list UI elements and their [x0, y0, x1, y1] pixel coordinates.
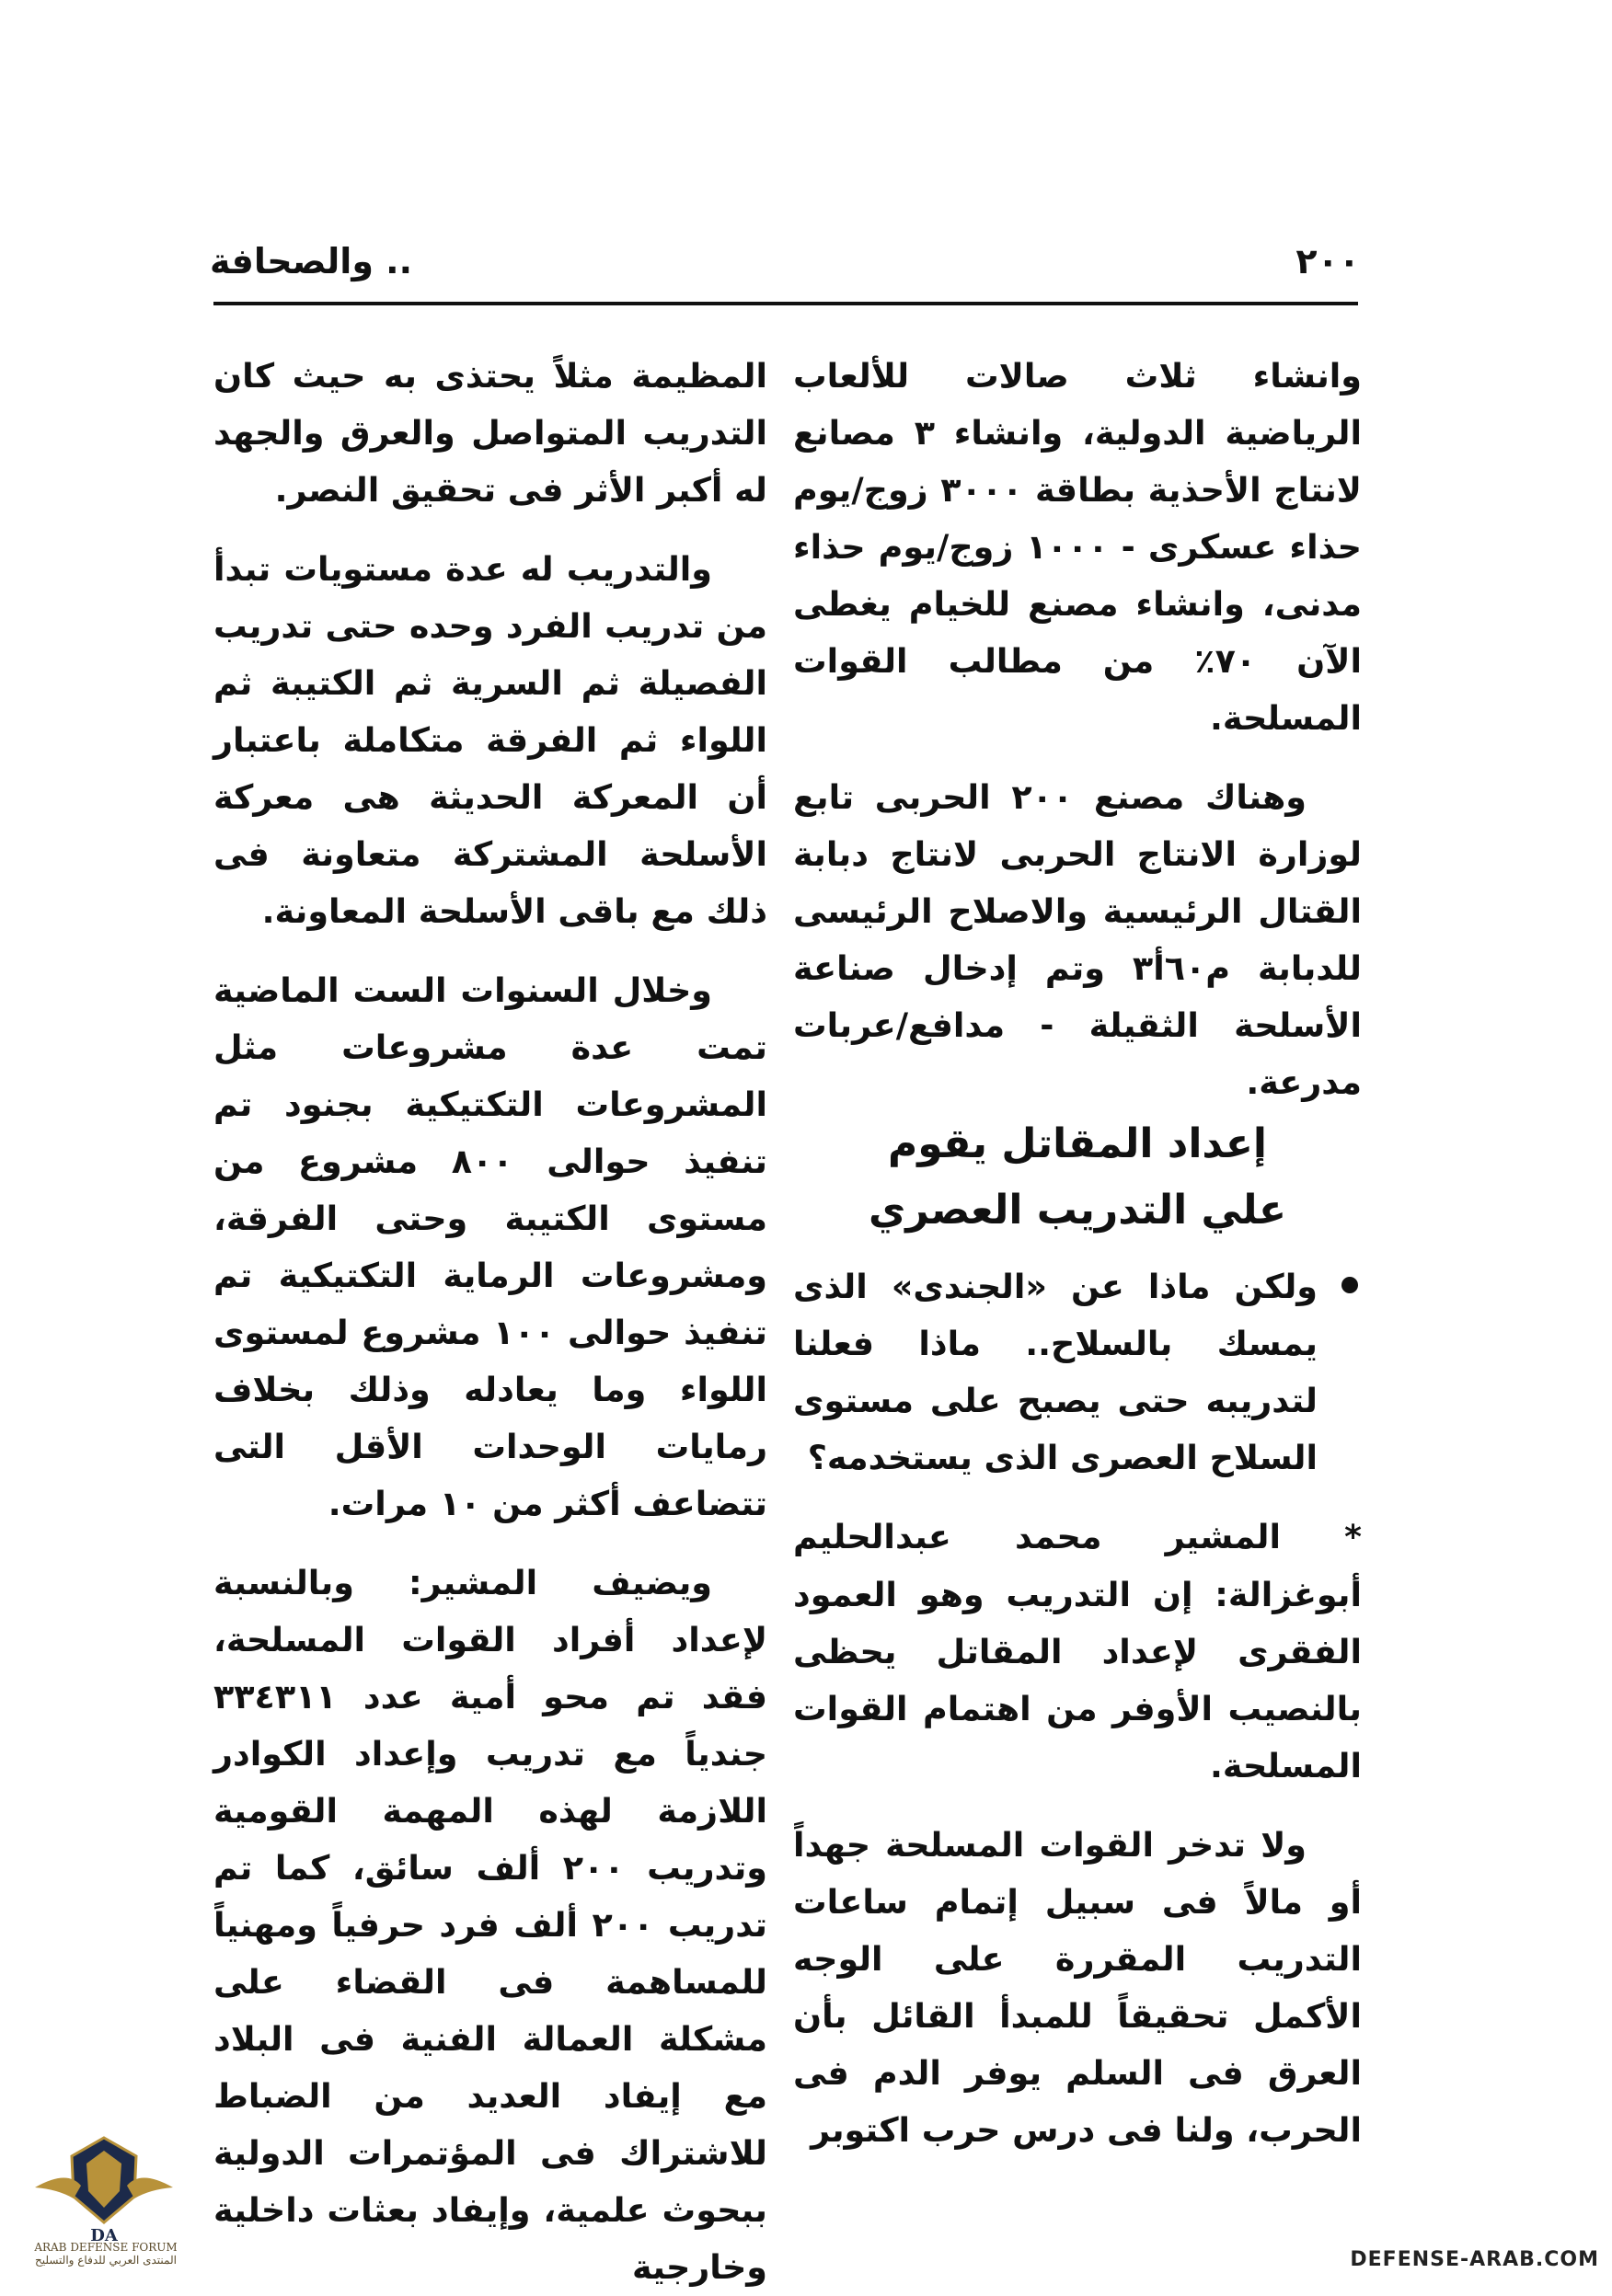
interview-question — [793, 1258, 1362, 1487]
site-watermark: DEFENSE-ARAB.COM — [1350, 2248, 1599, 2271]
svg-text:DA: DA — [90, 2226, 118, 2245]
page-number: ٢٠٠ — [1295, 241, 1360, 281]
running-title: .. والصحافة — [210, 241, 413, 281]
asterisk-icon: * — [1344, 1519, 1362, 1556]
left-paragraph-4: ويضيف المشير: وبالنسبة لإعداد أفراد القوات المسلحة، فقد تم محو أمية عدد ٣٣٤٣١١ جندياً مع تدريب وإعداد الكوادر اللازمة لهذه المهمة القومية وتدريب ٢٠٠ ألف سائق، كما تم تدريب ٢٠٠ ألف فرد حرفياً ومهنياً للمساهمة فى القضاء على مشكلة العمالة الفنية فى البلاد مع إيفاد العديد من الضباط للاشتراك فى المؤتمرات الدولية ببحوث علمية، وإيفاد بعثات داخلية وخارجية — [213, 1563, 767, 2287]
header-rule — [213, 302, 1358, 305]
page-header — [210, 241, 1360, 298]
left-paragraph-3: وخلال السنوات الست الماضية تمت عدة مشروعات مثل المشروعات التكتيكية بجنود تم تنفيذ حوالى ٨٠٠ مشروع من مستوى الكتيبة وحتى الفرقة، ومشروعات الرماية التكتيكية تم تنفيذ حوالى ١٠٠ مشروع لمستوى اللواء وما يعادله وذلك بخلاف رمايات الوحدات الأقل التى تتضاعف أكثر من ١٠ مرات. — [213, 970, 767, 1523]
section-subheading-line-2: علي التدريب العصري — [868, 1187, 1287, 1234]
interview-answer — [793, 1509, 1362, 1795]
right-paragraph-1: وانشاء ثلاث صالات للألعاب الرياضية الدولية، وانشاء ٣ مصانع لانتاج الأحذية بطاقة ٣٠٠٠ زوج/يوم حذاء عسكرى - ١٠٠٠ زوج/يوم حذاء مدنى، وانشاء مصنع للخيام يغطى الآن ٧٠٪ من مطالب القوات المسلحة. — [793, 356, 1362, 738]
right-paragraph-3: ولا تدخر القوات المسلحة جهداً أو مالاً فى سبيل إتمام ساعات التدريب المقررة على الوجه الأكمل تحقيقاً للمبدأ القائل بأن العرق فى السلم يوفر الدم فى الحرب، ولنا فى درس حرب اكتوبر — [793, 1825, 1362, 2150]
logo-caption-english: ARAB DEFENSE FORUM — [34, 2241, 178, 2254]
logo-caption-arabic: المنتدى العربي للدفاع والتسليح — [35, 2254, 177, 2267]
right-column — [793, 348, 1362, 2159]
left-paragraph-2: والتدريب له عدة مستويات تبدأ من تدريب الفرد وحده حتى تدريب الفصيلة ثم السرية ثم الكتيبة ثم اللواء ثم الفرقة متكاملة باعتبار أن المعركة الحديثة هى معركة الأسلحة المشتركة متعاونة فى ذلك مع باقى الأسلحة المعاونة. — [213, 549, 767, 931]
answer-text: المشير محمد عبدالحليم أبوغزالة: إن التدريب وهو العمود الفقرى لإعداد المقاتل يحظى بالنصيب الأوفر من اهتمام القوات المسلحة. — [793, 1517, 1362, 1785]
section-subheading-line-1: إعداد المقاتل يقوم — [888, 1120, 1267, 1167]
right-paragraph-2: وهناك مصنع ٢٠٠ الحربى تابع لوزارة الانتاج الحربى لانتاج دبابة القتال الرئيسية والاصلاح الرئيسى للدبابة م٦٠أ٣ وتم إدخال صناعة الأسلحة الثقيلة - مدافع/عربات مدرعة. — [793, 777, 1362, 1102]
bullet-icon — [1341, 1277, 1358, 1293]
question-text: ولكن ماذا عن «الجندى» الذى يمسك بالسلاح.. ماذا فعلنا لتدريبه حتى يصبح على مستوى السلاح العصرى الذى يستخدمه؟ — [793, 1267, 1318, 1477]
left-paragraph-1: المظيمة مثلاً يحتذى به حيث كان التدريب المتواصل والعرق والجهد له أكبر الأثر فى تحقيق النصر. — [213, 356, 767, 510]
logo-caption — [18, 2241, 193, 2267]
left-column — [213, 348, 767, 2296]
